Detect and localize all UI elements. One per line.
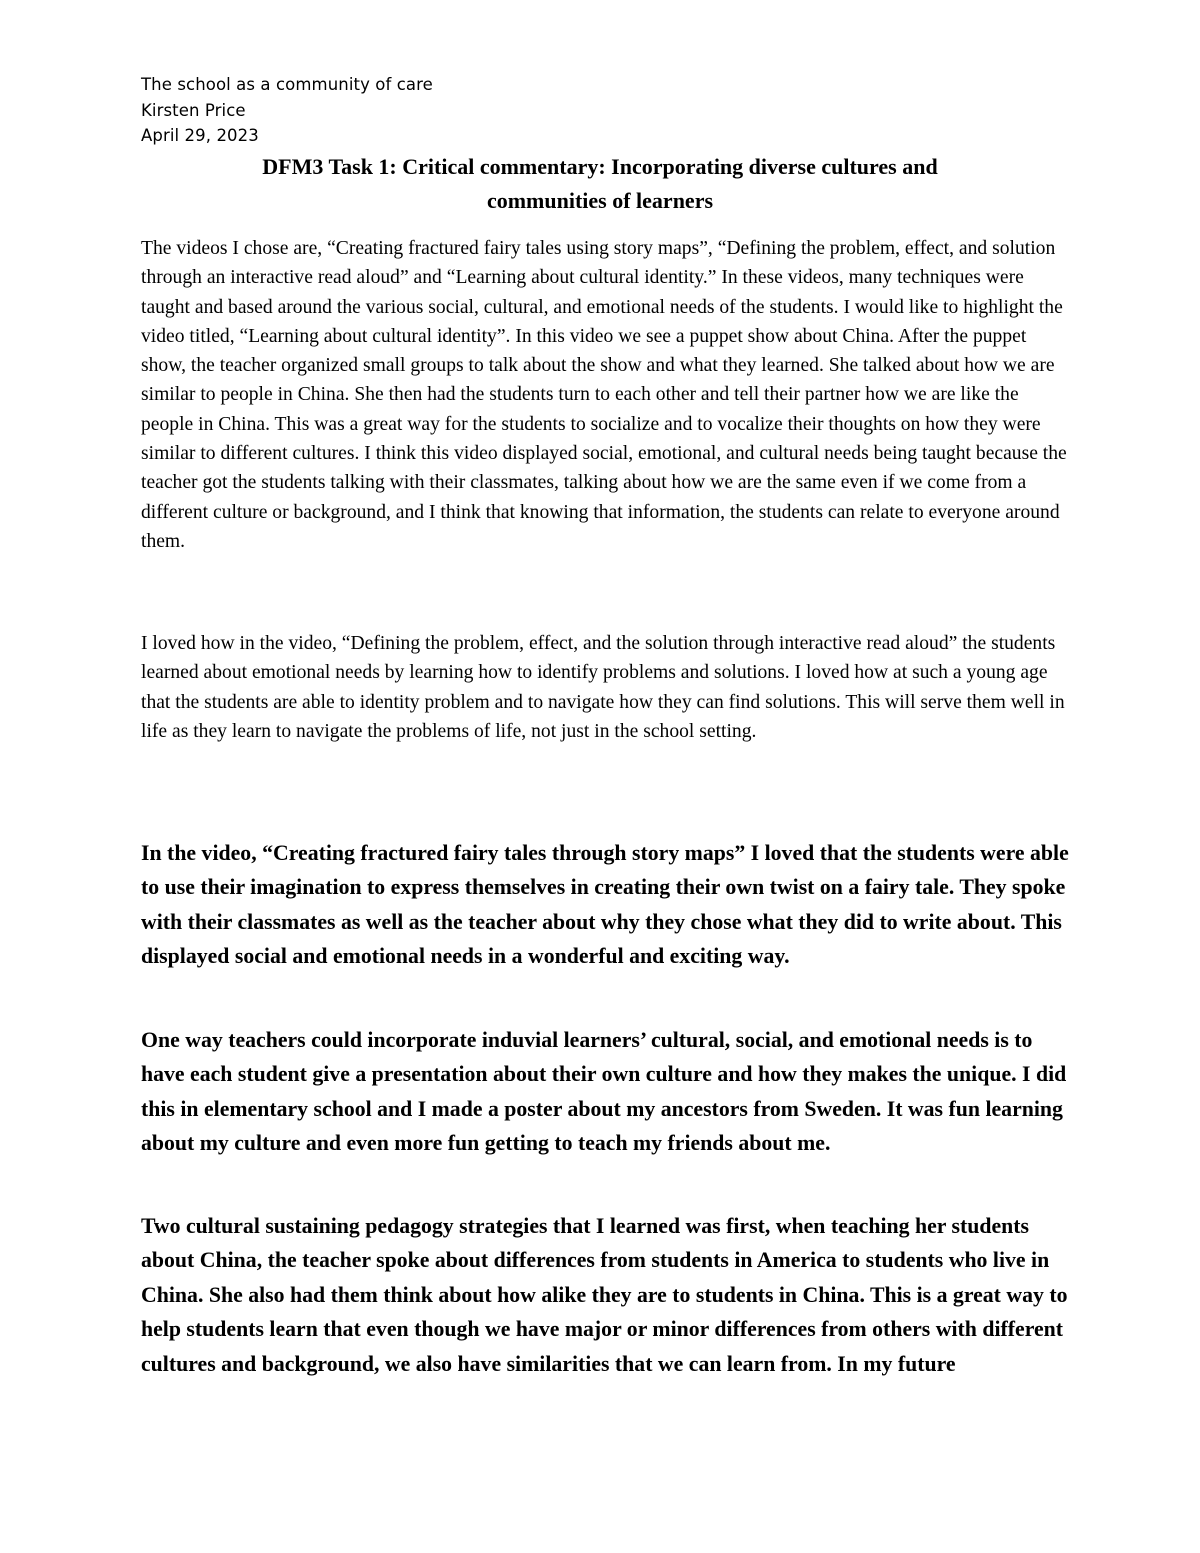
page-title xyxy=(141,150,1059,218)
document-header xyxy=(141,72,741,149)
author-name: Kirsten Price xyxy=(141,100,246,120)
title-line-1: DFM3 Task 1: Critical commentary: Incorporating diverse cultures and xyxy=(262,154,938,179)
paragraph-incorporating-needs: One way teachers could incorporate induvial learners’ cultural, social, and emotional needs is to have each student give a presentation about their own culture and how they makes the unique. I did this in elementary school and I made a poster about my ancestors from Sweden. It was fun learning about my culture and even more fun getting to teach my friends about me. xyxy=(141,1028,1067,1156)
paragraph-fractured-fairy-tales: In the video, “Creating fractured fairy tales through story maps” I loved that the students were able to use their imagination to express themselves in creating their own twist on a fairy tale. They spoke with their classmates as well as the teacher about why they chose what they did to write about. This displayed social and emotional needs in a wonderful and exciting way. xyxy=(141,841,1069,969)
paragraph-interactive-read-aloud: I loved how in the video, “Defining the problem, effect, and the solution through interactive read aloud” the students learned about emotional needs by learning how to identify problems and solutions. I loved how at such a young age that the students are able to identity problem and to navigate how they can find solutions. This will serve them well in life as they learn to navigate the problems of life, not just in the school setting. xyxy=(141,633,1065,742)
paragraph-pedagogy-strategies: Two cultural sustaining pedagogy strategies that I learned was first, when teaching her students about China, the teacher spoke about differences from students in America to students who live in China. She also had them think about how alike they are to students in China. This is a great way to help students learn that even though we have major or minor differences from others with different cultures and background, we also have similarities that we can learn from. In my future xyxy=(141,1214,1068,1376)
document-date: April 29, 2023 xyxy=(141,126,259,145)
title-line-2: communities of learners xyxy=(486,188,714,213)
course-name: The school as a community of care xyxy=(141,75,433,94)
paragraph-video-overview: The videos I chose are, “Creating fractured fairy tales using story maps”, “Defining the problem, effect, and solution through an interactive read aloud” and “Learning about cultural identity.” In these videos, many techniques were taught and based around the various social, cultural, and emotional needs of the students. I would like to highlight the video titled, “Learning about cultural identity”. In this video we see a puppet show about China. After the puppet show, the teacher organized small groups to talk about the show and what they learned. She talked about how we are similar to people in China. She then had the students turn to each other and tell their partner how we are like the people in China. This was a great way for the students to socialize and to vocalize their thoughts on how they were similar to different cultures. I think this video displayed social, emotional, and cultural needs being taught because the teacher got the students talking with their classmates, talking about how we are the same even if we come from a different culture or background, and I think that knowing that information, the students can relate to everyone around them. xyxy=(141,238,1067,552)
